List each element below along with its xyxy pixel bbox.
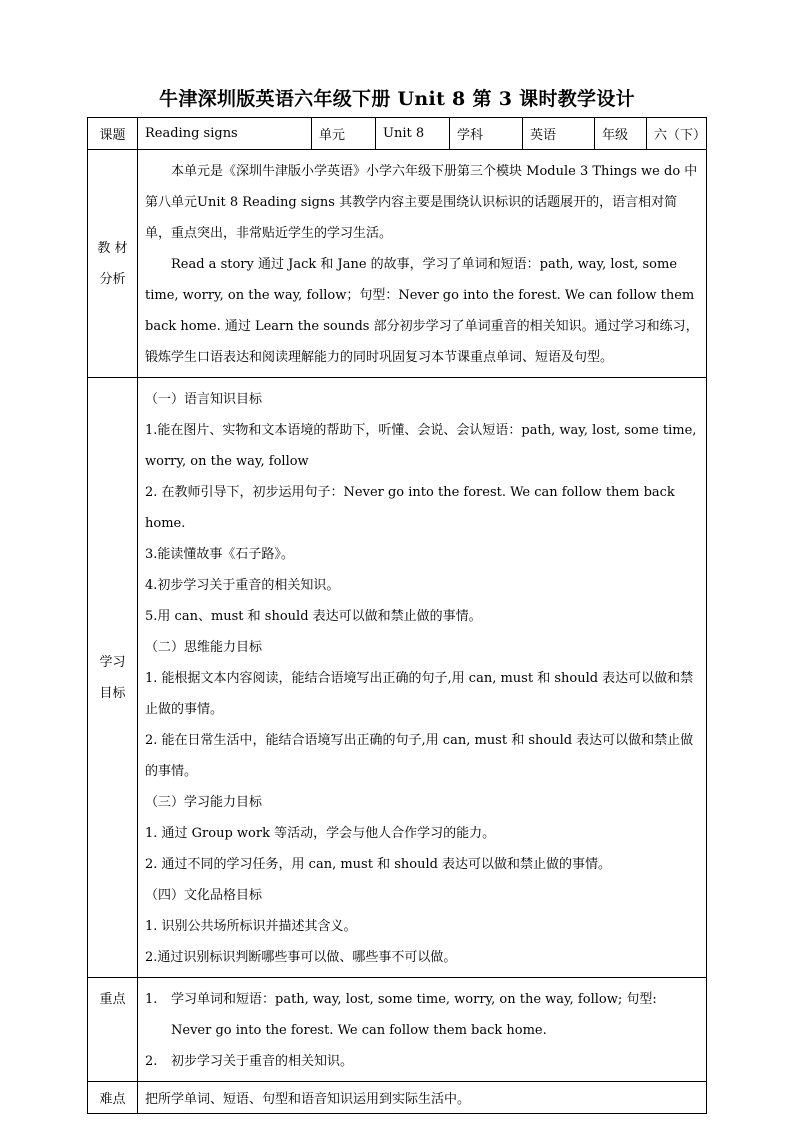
objective-heading: （二）思维能力目标 <box>145 640 263 655</box>
subject-label: 学科 <box>450 118 523 150</box>
objectives-row <box>88 378 707 978</box>
objective-heading: （三）学习能力目标 <box>145 795 263 810</box>
grade-label: 年级 <box>595 118 647 150</box>
difficulties-content: 把所学单词、短语、句型和语音知识运用到实际生活中。 <box>138 1082 707 1114</box>
difficulties-label: 难点 <box>88 1082 138 1114</box>
objective-item: 3.能读懂故事《石子路》。 <box>145 547 294 562</box>
objective-heading: （四）文化品格目标 <box>145 888 263 903</box>
objective-item: 1.能在图片、实物和文本语境的帮助下，听懂、会说、会认短语：path, way, lost, some time, worry, on the way, follow <box>145 423 697 469</box>
subject-value: 英语 <box>523 118 595 150</box>
list-item-number: 2. <box>145 1054 158 1069</box>
key-points-label: 重点 <box>88 978 138 1082</box>
difficulties-row <box>88 1082 707 1114</box>
list-item-text: 初步学习关于重音的相关知识。 <box>171 1054 354 1069</box>
objective-item: 5.用 can、must 和 should 表达可以做和禁止做的事情。 <box>145 609 482 624</box>
list-item <box>145 1046 701 1077</box>
objective-item: 2.通过识别标识判断哪些事可以做、哪些事不可以做。 <box>145 950 457 965</box>
list-item <box>145 984 701 1046</box>
key-points-row <box>88 978 707 1082</box>
objective-item: 2. 能在日常生活中，能结合语境写出正确的句子,用 can, must 和 should 表达可以做和禁止做的事情。 <box>145 733 694 779</box>
objective-heading: （一）语言知识目标 <box>145 392 263 407</box>
objective-item: 1. 通过 Group work 等活动，学会与他人合作学习的能力。 <box>145 826 496 841</box>
analysis-row <box>88 150 707 378</box>
objectives-content <box>138 378 707 978</box>
lesson-plan-table <box>87 117 707 1114</box>
objective-item: 2. 在教师引导下，初步运用句子：Never go into the forest. We can follow them back home. <box>145 485 675 531</box>
list-item-number: 1. <box>145 992 158 1007</box>
grade-value: 六（下） <box>647 118 707 150</box>
objective-item: 4.初步学习关于重音的相关知识。 <box>145 578 340 593</box>
list-item-text: 学习单词和短语：path, way, lost, some time, worry, on the way, follow; 句型: Never go into the forest. We can follow them back home. <box>171 992 657 1038</box>
analysis-paragraph: Read a story 通过 Jack 和 Jane 的故事，学习了单词和短语：path, way, lost, some time, worry, on the way, follow；句型：Never go into the forest. We can follow them back home. 通过 Learn the sounds 部分初步学习了单词重音的相关知识。通过学习和练习，锻炼学生口语表达和阅读理解能力的同时巩固复习本节课重点单词、短语及句型。 <box>145 257 699 365</box>
objective-item: 1. 识别公共场所标识并描述其含义。 <box>145 919 357 934</box>
objective-item: 1. 能根据文本内容阅读，能结合语境写出正确的句子,用 can, must 和 should 表达可以做和禁止做的事情。 <box>145 671 694 717</box>
analysis-content <box>138 150 707 378</box>
analysis-paragraph: 本单元是《深圳牛津版小学英语》小学六年级下册第三个模块 Module 3 Things we do 中第八单元Unit 8 Reading signs 其教学内容主要是围绕认识标识的话题展开的，语言相对简单，重点突出，非常贴近学生的学习生活。 <box>145 164 698 241</box>
unit-label: 单元 <box>312 118 376 150</box>
key-points-content <box>138 978 707 1082</box>
objective-item: 2. 通过不同的学习任务，用 can, must 和 should 表达可以做和禁止做的事情。 <box>145 857 612 872</box>
header-row <box>88 118 707 150</box>
analysis-label: 教 材 分析 <box>88 150 138 378</box>
topic-value: Reading signs <box>138 118 312 150</box>
objectives-label: 学习 目标 <box>88 378 138 978</box>
topic-label: 课题 <box>88 118 138 150</box>
document-title: 牛津深圳版英语六年级下册 Unit 8 第 3 课时教学设计 <box>159 88 635 110</box>
unit-value: Unit 8 <box>376 118 450 150</box>
